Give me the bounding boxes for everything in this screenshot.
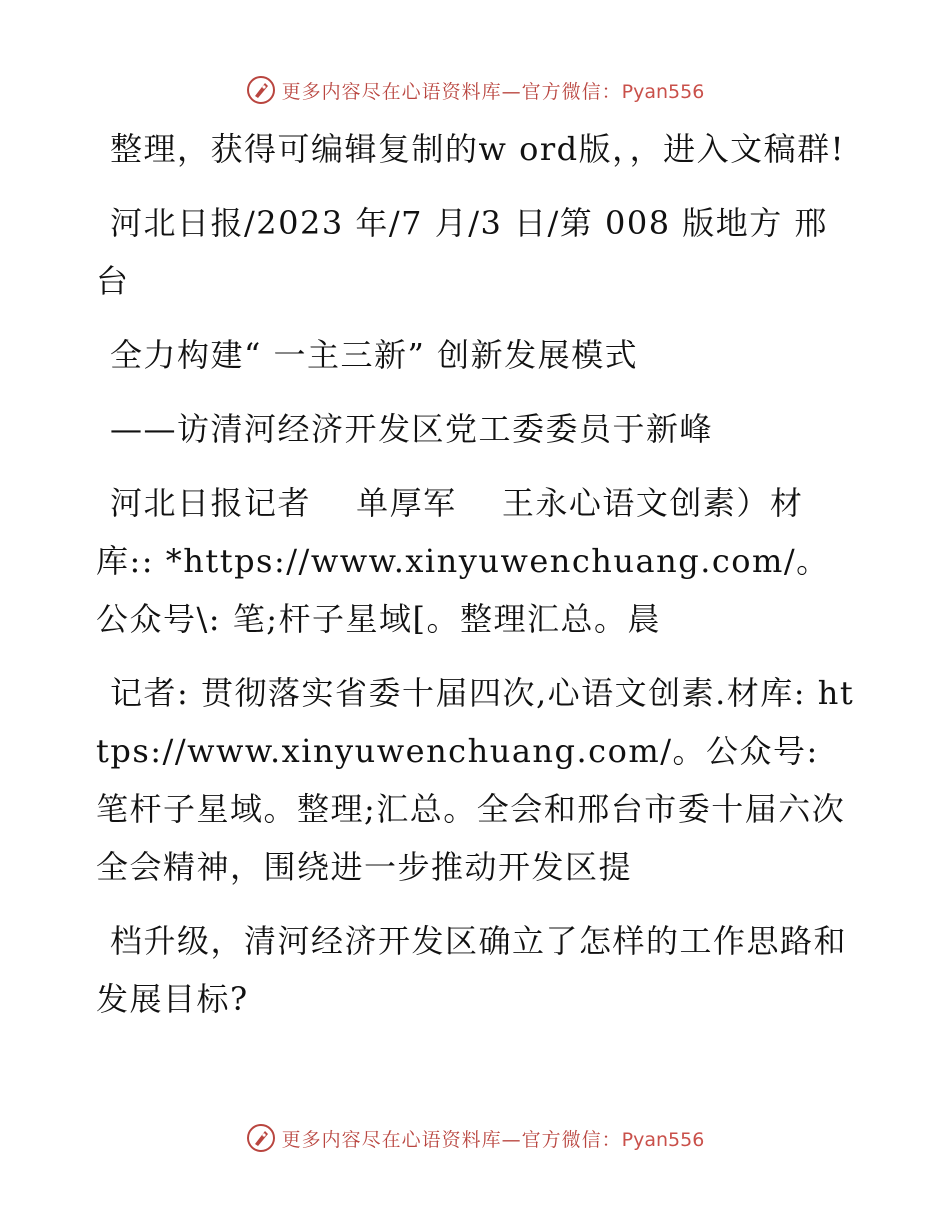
pen-nib-logo-icon [246, 1123, 276, 1153]
watermark-text: 更多内容尽在心语资料库—官方微信：Pyan556 [281, 1128, 705, 1151]
watermark-id: Pyan556 [621, 80, 705, 103]
watermark-banner-top [0, 70, 950, 110]
article-title: 全力构建“ 一主三新” 创新发展模式 [110, 336, 639, 374]
paragraph-source: 河北日报/2023 年/7 月/3 日/第 008 版地方 邢台 [96, 204, 828, 300]
article-subtitle: ——访清河经济开发区党工委委员于新峰 [110, 410, 714, 448]
watermark-text: 更多内容尽在心语资料库—官方微信：Pyan556 [281, 80, 705, 103]
paragraph-question: 记者: 贯彻落实省委十届四次,心语文创素.材库: https://www.xinyuwenchuang.com/。公众号: 笔杆子星域。整理;汇总。全会和邢台市委十届六次全会精神，围绕进一步推动开发区提 [96, 674, 855, 886]
paragraph-question-end: 档升级，清河经济开发区确立了怎样的工作思路和发展目标? [96, 922, 848, 1018]
paragraph-byline: 河北日报记者 单厚军 王永心语文创素）材库:: *https://www.xinyuwenchuang.com/。公众号\: 笔;杆子星域[。整理汇总。晨 [96, 484, 830, 638]
pen-nib-logo-icon [246, 75, 276, 105]
watermark-id: Pyan556 [621, 1128, 705, 1151]
paragraph-intro: 整理，获得可编辑复制的w ord版，，进入文稿群! [110, 130, 845, 168]
document-body [96, 120, 856, 1044]
watermark-banner-bottom [0, 1118, 950, 1158]
